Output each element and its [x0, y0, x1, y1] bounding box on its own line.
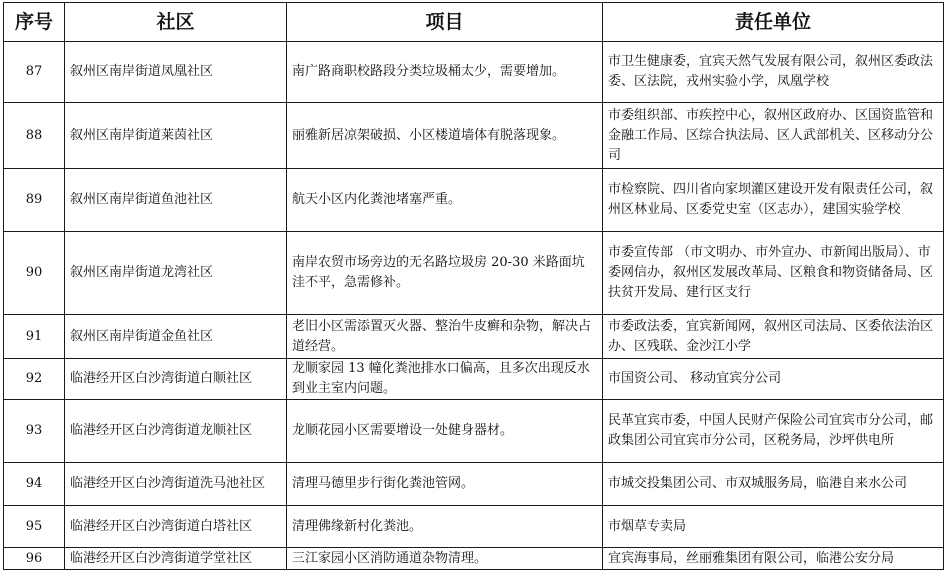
cell-project: 航天小区内化粪池堵塞严重。 — [287, 169, 603, 232]
cell-no: 96 — [4, 548, 65, 570]
table-row — [4, 400, 944, 463]
cell-no: 89 — [4, 169, 65, 232]
table-row — [4, 103, 944, 169]
cell-project: 清理佛缘新村化粪池。 — [287, 506, 603, 548]
cell-community: 叙州区南岸街道凤凰社区 — [65, 42, 287, 103]
cell-project: 三江家园小区消防通道杂物清理。 — [287, 548, 603, 570]
cell-no: 93 — [4, 400, 65, 463]
cell-project: 老旧小区需添置灭火器、整治牛皮癣和杂物，解决占道经营。 — [287, 315, 603, 359]
header-no: 序号 — [4, 3, 65, 42]
cell-project: 南岸农贸市场旁边的无名路垃圾房 20-30 米路面坑洼不平，急需修补。 — [287, 232, 603, 315]
cell-community: 临港经开区白沙湾街道洗马池社区 — [65, 463, 287, 506]
table-row — [4, 315, 944, 359]
cell-community: 临港经开区白沙湾街道白顺社区 — [65, 359, 287, 400]
cell-unit: 市委宣传部 （市文明办、市外宣办、市新闻出版局）、市委网信办，叙州区发展改革局、区粮食和物资储备局、区扶贫开发局、建行区支行 — [603, 232, 944, 315]
cell-no: 87 — [4, 42, 65, 103]
cell-unit: 市委政法委，宜宾新闻网，叙州区司法局、区委依法治区办、区残联、金沙江小学 — [603, 315, 944, 359]
cell-project: 丽雅新居凉架破损、小区楼道墙体有脱落现象。 — [287, 103, 603, 169]
header-community: 社区 — [65, 3, 287, 42]
table-row — [4, 232, 944, 315]
cell-no: 88 — [4, 103, 65, 169]
cell-no: 90 — [4, 232, 65, 315]
cell-community: 临港经开区白沙湾街道龙顺社区 — [65, 400, 287, 463]
cell-unit: 宜宾海事局，丝丽雅集团有限公司，临港公安分局 — [603, 548, 944, 570]
cell-community: 临港经开区白沙湾街道学堂社区 — [65, 548, 287, 570]
table-row — [4, 42, 944, 103]
cell-community: 叙州区南岸街道金鱼社区 — [65, 315, 287, 359]
cell-project: 南广路商职校路段分类垃圾桶太少，需要增加。 — [287, 42, 603, 103]
cell-no: 94 — [4, 463, 65, 506]
cell-no: 91 — [4, 315, 65, 359]
cell-community: 叙州区南岸街道鱼池社区 — [65, 169, 287, 232]
cell-unit: 市检察院、四川省向家坝灌区建设开发有限责任公司，叙州区林业局、区委党史室（区志办），建国实验学校 — [603, 169, 944, 232]
cell-unit: 市城交投集团公司、市双城服务局，临港自来水公司 — [603, 463, 944, 506]
table-row — [4, 548, 944, 570]
cell-project: 龙顺家园 13 幢化粪池排水口偏高，且多次出现反水到业主室内问题。 — [287, 359, 603, 400]
cell-unit: 市国资公司、 移动宜宾分公司 — [603, 359, 944, 400]
cell-no: 92 — [4, 359, 65, 400]
cell-unit: 民革宜宾市委，中国人民财产保险公司宜宾市分公司，邮政集团公司宜宾市分公司，区税务局，沙坪供电所 — [603, 400, 944, 463]
cell-no: 95 — [4, 506, 65, 548]
cell-community: 临港经开区白沙湾街道白塔社区 — [65, 506, 287, 548]
table-row — [4, 506, 944, 548]
cell-unit: 市烟草专卖局 — [603, 506, 944, 548]
responsibility-table — [3, 2, 944, 570]
cell-project: 龙顺花园小区需要增设一处健身器材。 — [287, 400, 603, 463]
table-row — [4, 359, 944, 400]
cell-community: 叙州区南岸街道龙湾社区 — [65, 232, 287, 315]
cell-unit: 市委组织部、市疾控中心，叙州区政府办、区国资监管和金融工作局、区综合执法局、区人武部机关、区移动分公司 — [603, 103, 944, 169]
cell-unit: 市卫生健康委，宜宾天然气发展有限公司，叙州区委政法委、区法院，戎州实验小学，凤凰学校 — [603, 42, 944, 103]
table-row — [4, 169, 944, 232]
table-row — [4, 463, 944, 506]
cell-community: 叙州区南岸街道莱茵社区 — [65, 103, 287, 169]
table-header-row — [4, 3, 944, 42]
cell-project: 清理马德里步行街化粪池管网。 — [287, 463, 603, 506]
header-unit: 责任单位 — [603, 3, 944, 42]
header-project: 项目 — [287, 3, 603, 42]
